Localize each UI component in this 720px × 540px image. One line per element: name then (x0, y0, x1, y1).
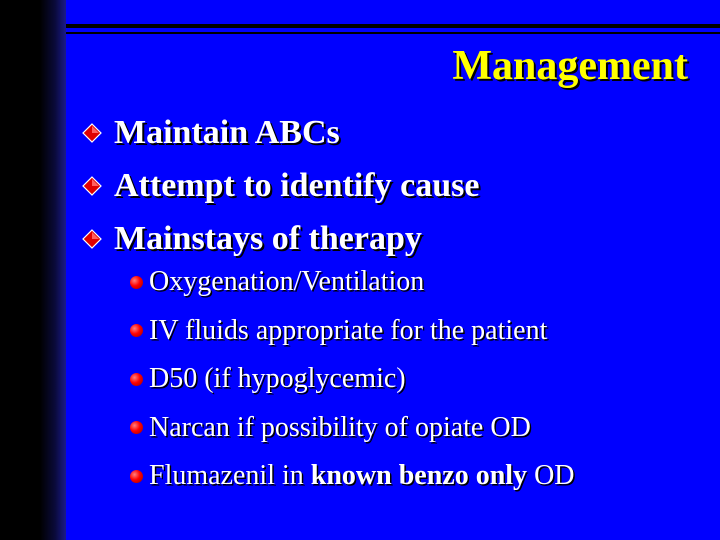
sub-bullet-text-post: OD (527, 460, 575, 492)
red-diamond-icon (82, 229, 102, 249)
sub-bullet-text-bold: known benzo only (310, 460, 528, 492)
sub-bullet-d50 (132, 355, 575, 404)
red-dot-icon (130, 276, 143, 289)
sub-bullet-narcan (132, 404, 575, 453)
bullet-text: Maintain ABCs (114, 113, 340, 151)
red-dot-icon (130, 421, 143, 434)
red-dot-icon (130, 324, 143, 337)
bullet-text: Attempt to identify cause (114, 166, 480, 204)
red-diamond-icon (82, 176, 102, 196)
sub-bullet-text (149, 460, 575, 492)
bullet-maintain-abcs (82, 106, 479, 159)
bullet-text: Mainstays of therapy (114, 219, 422, 257)
slide-title: Management (452, 43, 688, 89)
sub-bullet-list (132, 258, 575, 501)
top-rule-thin (66, 32, 720, 34)
sub-bullet-flumazenil (132, 452, 575, 501)
sub-bullet-text: Narcan if possibility of opiate OD (149, 411, 531, 443)
sub-bullet-iv-fluids (132, 307, 575, 356)
bullet-identify-cause (82, 159, 479, 212)
main-bullet-list (82, 106, 479, 265)
left-sidebar-bar (0, 0, 66, 540)
red-diamond-icon (82, 123, 102, 143)
sub-bullet-text: IV fluids appropriate for the patient (149, 314, 548, 346)
red-dot-icon (130, 373, 143, 386)
sub-bullet-oxygenation (132, 258, 575, 307)
sub-bullet-text: Oxygenation/Ventilation (149, 266, 425, 298)
top-rule-thick (66, 24, 720, 28)
sub-bullet-text-pre: Flumazenil in (149, 460, 311, 492)
sub-bullet-text: D50 (if hypoglycemic) (149, 363, 406, 395)
red-dot-icon (130, 470, 143, 483)
